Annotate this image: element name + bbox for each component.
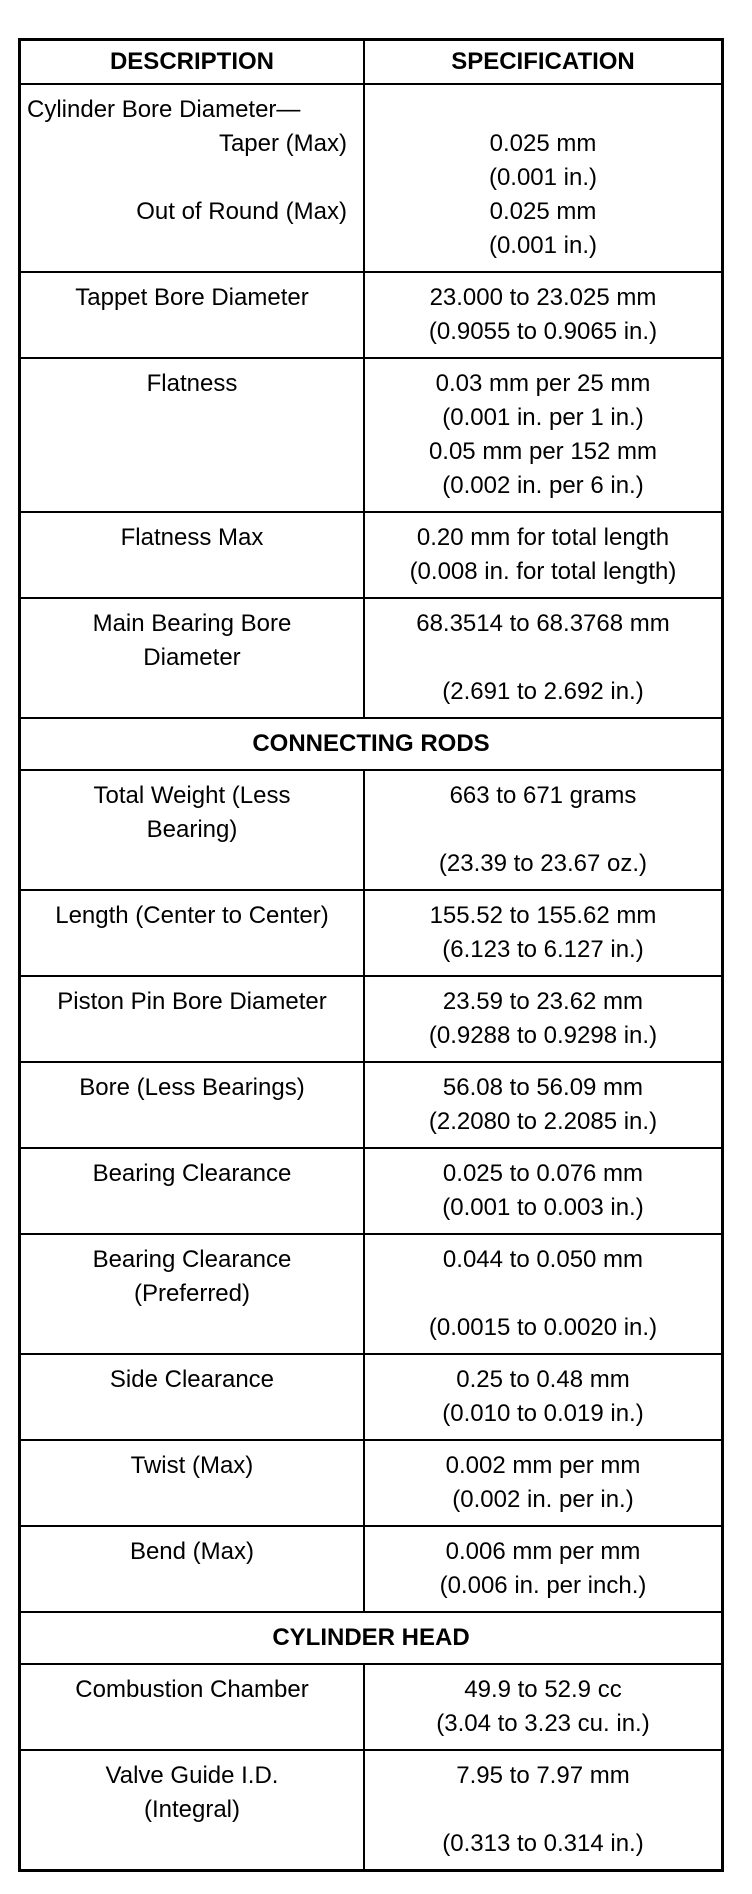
specification-text: (0.001 in. per 1 in.) [442, 404, 644, 431]
specification-text: (0.010 to 0.019 in.) [442, 1400, 644, 1427]
specification-text: (6.123 to 6.127 in.) [442, 936, 644, 963]
spacer [371, 93, 715, 127]
specification-text: 7.95 to 7.97 mm [456, 1762, 630, 1789]
specification-text: 0.25 to 0.48 mm [456, 1366, 630, 1393]
specification-cell [364, 770, 723, 890]
header-specification: SPECIFICATION [364, 40, 723, 85]
specification-cell [364, 1234, 723, 1354]
table-row [20, 976, 723, 1062]
specification-text: (0.9288 to 0.9298 in.) [428, 1022, 658, 1049]
spacer [371, 1277, 715, 1311]
description-cell [20, 770, 364, 890]
specification-text: (0.002 in. per 6 in.) [442, 472, 644, 499]
specification-text: 0.044 to 0.050 mm [442, 1246, 644, 1273]
description-text: Bearing Clearance [92, 1160, 292, 1187]
cylinder-bore-spec [364, 84, 723, 272]
description-cell [20, 1354, 364, 1440]
description-cell [20, 1664, 364, 1750]
section-connecting-rods-title: CONNECTING RODS [20, 718, 723, 770]
specification-text: (0.006 in. per inch.) [439, 1572, 647, 1599]
specification-text: (2.691 to 2.692 in.) [442, 678, 644, 705]
table-row [20, 1148, 723, 1234]
specification-text: 0.006 mm per mm [445, 1538, 641, 1565]
description-cell [20, 890, 364, 976]
specification-text: (3.04 to 3.23 cu. in.) [436, 1710, 650, 1737]
description-cell [20, 512, 364, 598]
specification-text: 0.002 mm per mm [445, 1452, 641, 1479]
table-row [20, 512, 723, 598]
spec-table [18, 38, 724, 1872]
table-row [20, 1354, 723, 1440]
description-text: (Preferred) [133, 1280, 250, 1307]
description-text: Total Weight (Less [93, 782, 291, 809]
description-text: Main Bearing Bore [92, 610, 292, 637]
specification-text: 155.52 to 155.62 mm [429, 902, 657, 929]
spacer [27, 161, 357, 195]
taper-mm: 0.025 mm [489, 130, 597, 157]
specification-cell [364, 1354, 723, 1440]
specification-cell [364, 358, 723, 512]
specification-cell [364, 976, 723, 1062]
table-row [20, 1440, 723, 1526]
specification-text: 23.59 to 23.62 mm [442, 988, 644, 1015]
specification-text: (23.39 to 23.67 oz.) [438, 850, 648, 877]
specification-text: 49.9 to 52.9 cc [464, 1676, 622, 1703]
out-of-round-mm: 0.025 mm [489, 198, 597, 225]
description-text: Bearing) [146, 816, 238, 843]
specification-cell [364, 1664, 723, 1750]
description-text: Side Clearance [109, 1366, 275, 1393]
table-row [20, 1526, 723, 1612]
table-row [20, 272, 723, 358]
description-text: Length (Center to Center) [55, 902, 329, 929]
description-text: Bend (Max) [129, 1538, 254, 1565]
description-text: Tappet Bore Diameter [75, 284, 309, 311]
specification-text: (2.2080 to 2.2085 in.) [428, 1108, 658, 1135]
table-row [20, 1062, 723, 1148]
out-of-round-label: Out of Round (Max) [136, 198, 347, 225]
specification-text: (0.0015 to 0.0020 in.) [428, 1314, 658, 1341]
header-row [20, 40, 723, 85]
table-row [20, 1234, 723, 1354]
specification-text: (0.313 to 0.314 in.) [442, 1830, 644, 1857]
specification-cell [364, 512, 723, 598]
spacer [371, 813, 715, 847]
description-cell [20, 976, 364, 1062]
specification-text: 663 to 671 grams [449, 782, 637, 809]
specification-text: 23.000 to 23.025 mm [429, 284, 657, 311]
specification-text: (0.9055 to 0.9065 in.) [428, 318, 658, 345]
specification-text: (0.002 in. per in.) [452, 1486, 634, 1513]
spacer [371, 1793, 715, 1827]
specification-text: 68.3514 to 68.3768 mm [416, 610, 670, 637]
specification-cell [364, 1750, 723, 1871]
specification-cell [364, 890, 723, 976]
specification-text: 0.20 mm for total length [416, 524, 670, 551]
description-text: Flatness Max [120, 524, 264, 551]
description-text: Bearing Clearance [92, 1246, 292, 1273]
taper-in: (0.001 in.) [488, 164, 598, 191]
description-text: (Integral) [143, 1796, 240, 1823]
description-cell [20, 1526, 364, 1612]
specification-text: 56.08 to 56.09 mm [442, 1074, 644, 1101]
specification-cell [364, 1440, 723, 1526]
specification-cell [364, 1062, 723, 1148]
description-cell [20, 1062, 364, 1148]
specification-text: (0.008 in. for total length) [409, 558, 677, 585]
table-row [20, 770, 723, 890]
out-of-round-in: (0.001 in.) [488, 232, 598, 259]
cylinder-bore-description [20, 84, 364, 272]
description-cell [20, 598, 364, 718]
description-cell [20, 1750, 364, 1871]
specification-text: 0.03 mm per 25 mm [435, 370, 651, 397]
spacer [371, 641, 715, 675]
section-cylinder-head [20, 1612, 723, 1664]
specification-text: 0.05 mm per 152 mm [428, 438, 658, 465]
description-cell [20, 358, 364, 512]
table-row [20, 1750, 723, 1871]
specification-text: 0.025 to 0.076 mm [442, 1160, 644, 1187]
header-description: DESCRIPTION [20, 40, 364, 85]
description-cell [20, 272, 364, 358]
specification-cell [364, 272, 723, 358]
table-row [20, 598, 723, 718]
description-cell [20, 1440, 364, 1526]
description-text: Piston Pin Bore Diameter [57, 988, 327, 1015]
description-cell [20, 1234, 364, 1354]
table-row [20, 358, 723, 512]
description-text: Valve Guide I.D. [105, 1762, 279, 1789]
table-row [20, 1664, 723, 1750]
description-cell [20, 1148, 364, 1234]
cylinder-bore-title: Cylinder Bore Diameter— [27, 96, 301, 123]
specification-cell [364, 1526, 723, 1612]
specification-cell [364, 1148, 723, 1234]
taper-label: Taper (Max) [218, 130, 347, 157]
description-text: Combustion Chamber [75, 1676, 309, 1703]
specification-text: (0.001 to 0.003 in.) [442, 1194, 644, 1221]
description-text: Bore (Less Bearings) [79, 1074, 305, 1101]
table-row [20, 890, 723, 976]
description-text: Twist (Max) [130, 1452, 254, 1479]
specification-cell [364, 598, 723, 718]
description-text: Diameter [143, 644, 241, 671]
section-connecting-rods [20, 718, 723, 770]
table-row [20, 84, 723, 272]
section-cylinder-head-title: CYLINDER HEAD [20, 1612, 723, 1664]
description-text: Flatness [146, 370, 238, 397]
